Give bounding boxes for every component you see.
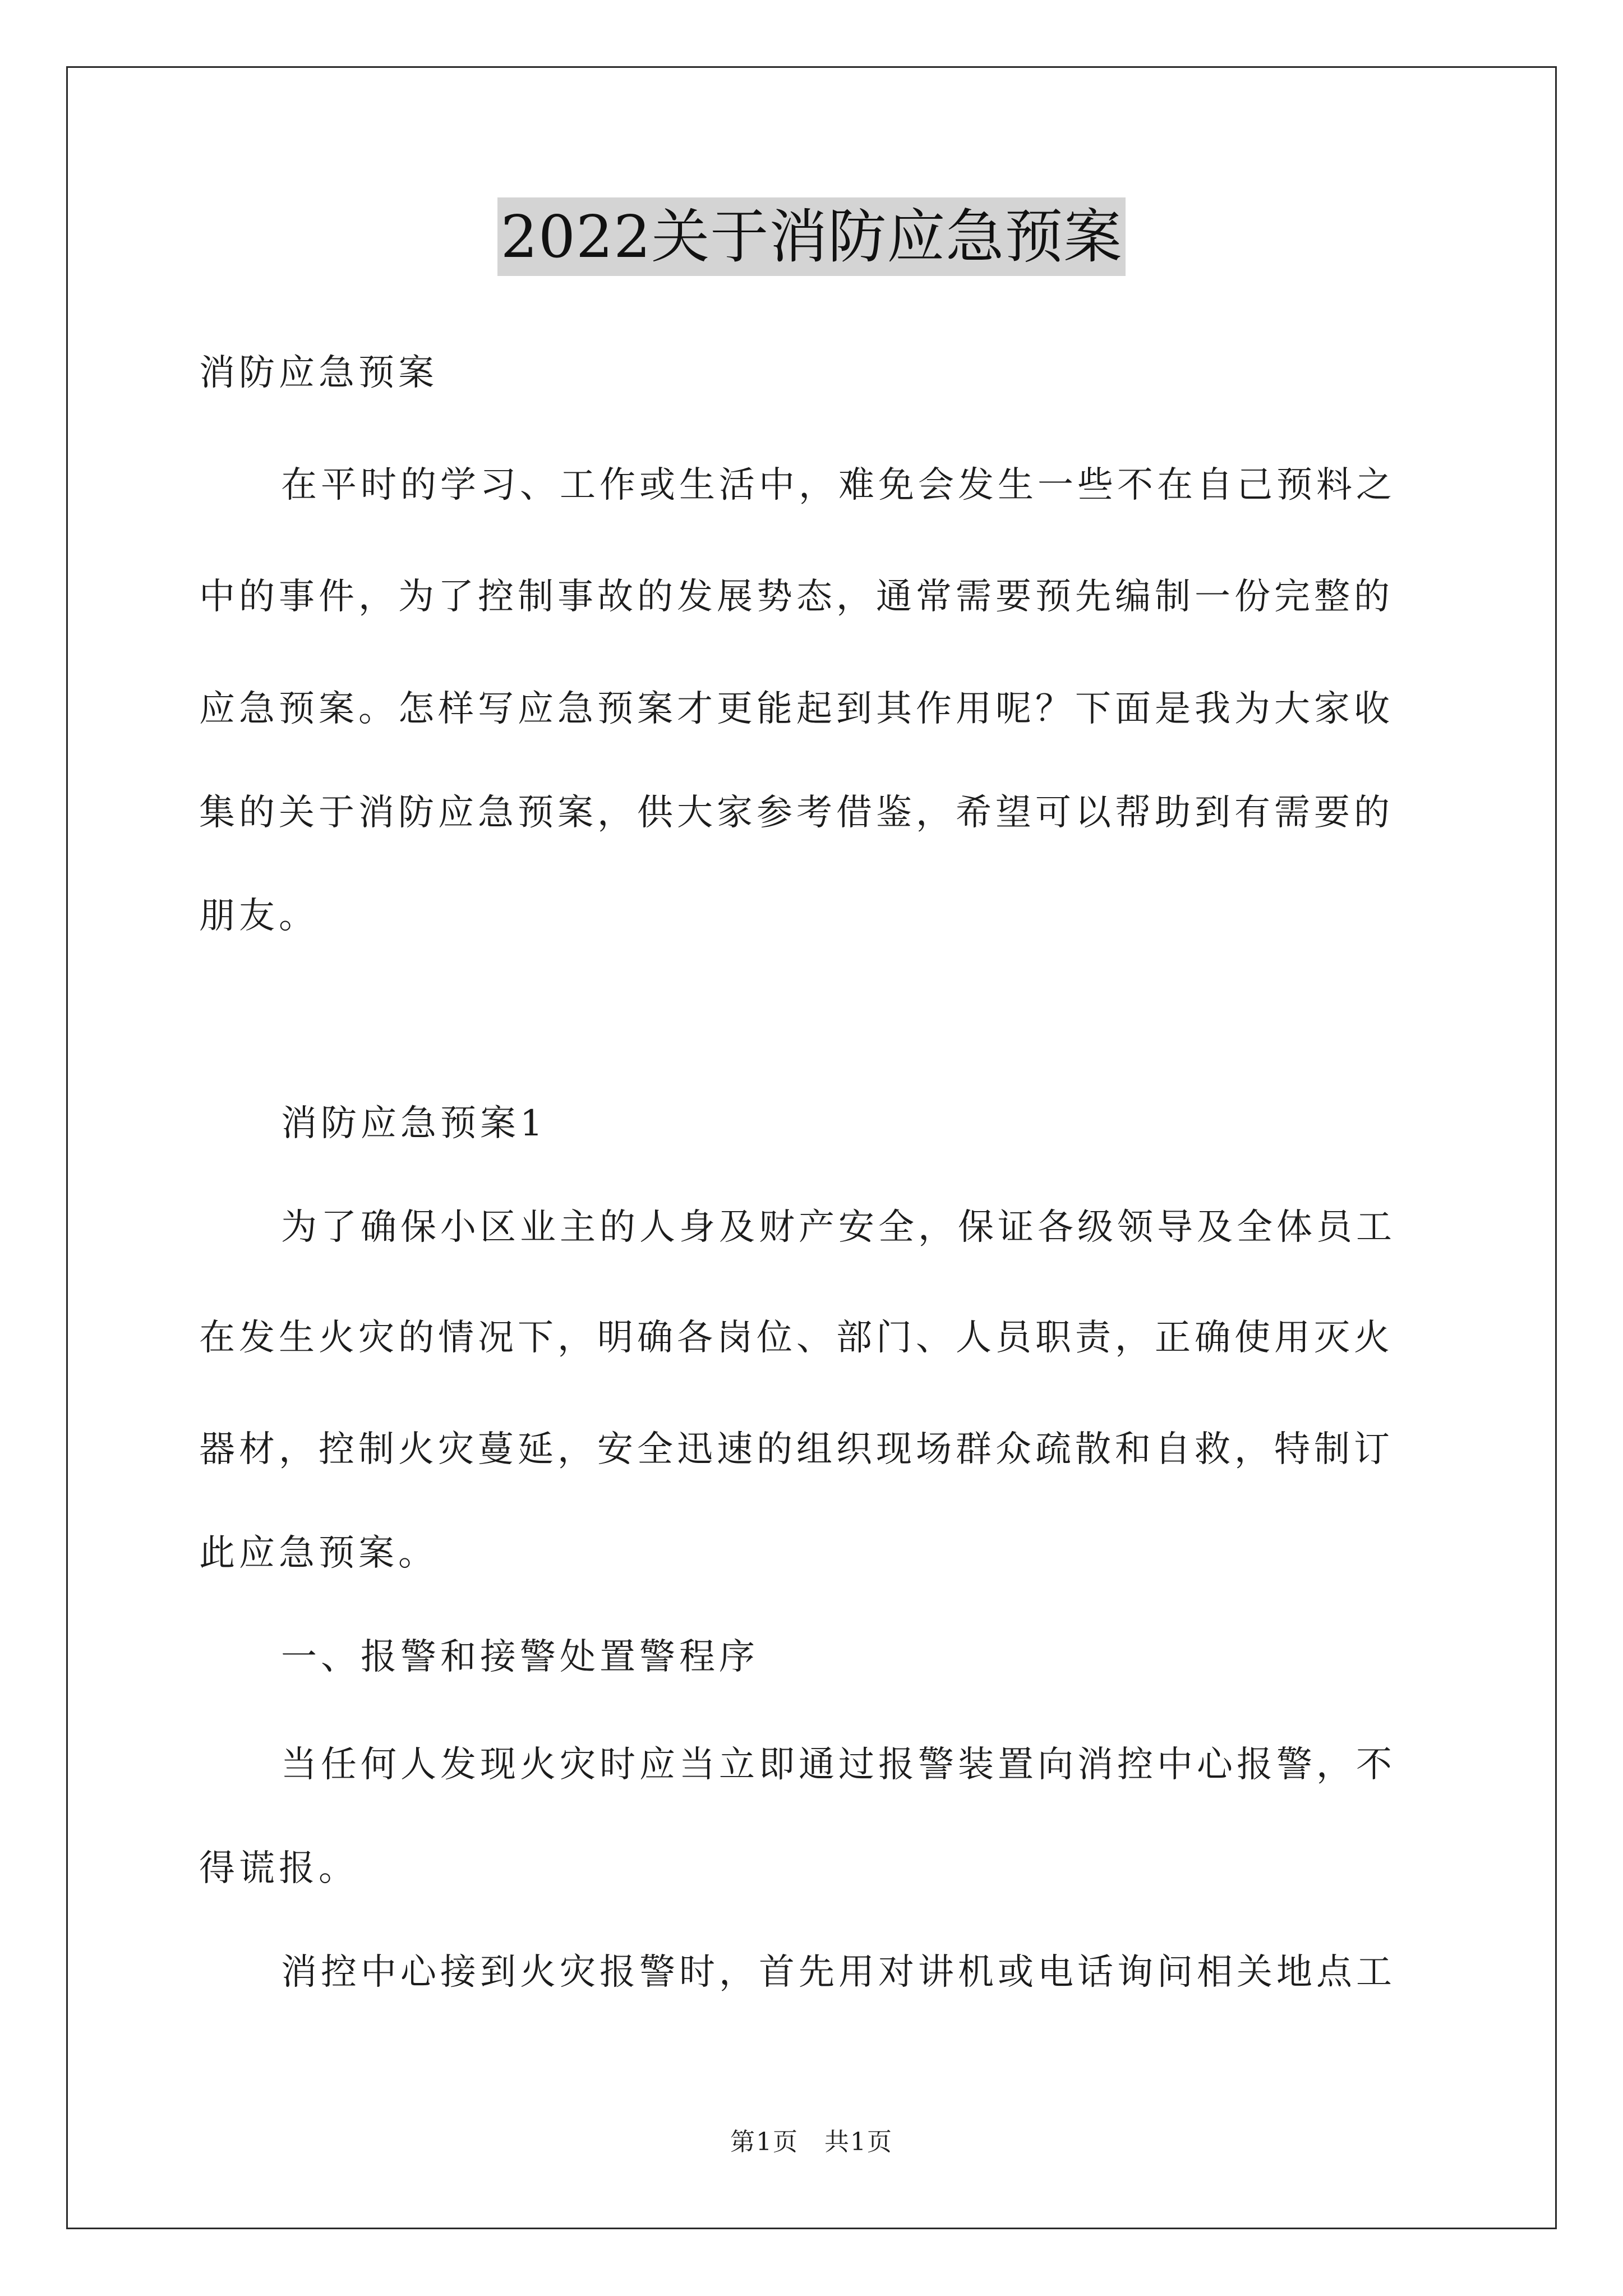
section-heading: 消防应急预案1 xyxy=(281,1103,547,1144)
title-container xyxy=(0,197,1623,276)
paragraph-line: 在平时的学习、工作或生活中，难免会发生一些不在自己预料之 xyxy=(281,464,1396,506)
paragraph-line: 此应急预案。 xyxy=(199,1533,438,1574)
paragraph-line: 消控中心接到火灾报警时，首先用对讲机或电话询问相关地点工 xyxy=(281,1952,1396,1993)
paragraph-line: 集的关于消防应急预案，供大家参考借鉴，希望可以帮助到有需要的 xyxy=(199,792,1394,834)
paragraph-line: 在发生火灾的情况下，明确各岗位、部门、人员职责，正确使用灭火 xyxy=(199,1317,1394,1359)
document-title: 2022关于消防应急预案 xyxy=(497,197,1126,276)
paragraph-line: 器材，控制火灾蔓延，安全迅速的组织现场群众疏散和自救，特制订 xyxy=(199,1429,1394,1470)
paragraph-line: 为了确保小区业主的人身及财产安全，保证各级领导及全体员工 xyxy=(281,1207,1396,1248)
intro-heading: 消防应急预案 xyxy=(199,352,438,394)
paragraph-line: 朋友。 xyxy=(199,895,319,937)
page-footer: 第1页 共1页 xyxy=(730,2128,893,2156)
paragraph-line: 得谎报。 xyxy=(199,1848,358,1889)
paragraph-line: 中的事件，为了控制事故的发展势态，通常需要预先编制一份完整的 xyxy=(199,576,1394,618)
paragraph-line: 当任何人发现火灾时应当立即通过报警装置向消控中心报警，不 xyxy=(281,1744,1396,1786)
subsection-heading: 一、报警和接警处置警程序 xyxy=(281,1636,759,1678)
paragraph-line: 应急预案。怎样写应急预案才更能起到其作用呢？下面是我为大家收 xyxy=(199,688,1394,730)
